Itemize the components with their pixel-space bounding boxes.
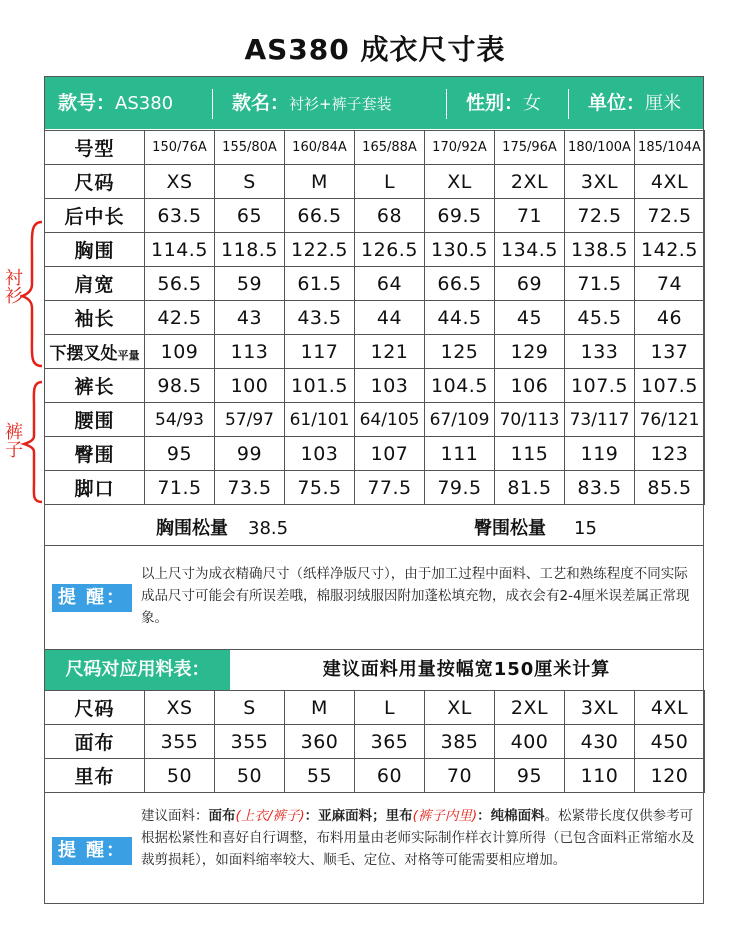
table-cell: 117 xyxy=(285,335,355,369)
table-cell: 115 xyxy=(495,437,565,471)
row-label: 后中长 xyxy=(45,199,145,233)
header-divider xyxy=(568,89,569,119)
table-cell: 104.5 xyxy=(425,369,495,403)
shirt-side-label xyxy=(4,270,24,306)
pants-bracket xyxy=(24,382,42,502)
table-cell: 66.5 xyxy=(285,199,355,233)
model-row xyxy=(45,131,705,165)
table-cell: 56.5 xyxy=(145,267,215,301)
size-cell: 3XL xyxy=(565,165,635,199)
table-cell: 142.5 xyxy=(635,233,705,267)
table-cell: 118.5 xyxy=(215,233,285,267)
fabric-section-label: 尺码对应用料表： xyxy=(45,650,230,690)
table-row xyxy=(45,471,705,505)
table-cell: 57/97 xyxy=(215,403,285,437)
note2-lining-scope: (裤子内里) xyxy=(412,808,478,824)
table-cell: 134.5 xyxy=(495,233,565,267)
style-name-value: 衬衫+裤子套装 xyxy=(289,95,392,113)
table-cell: 60 xyxy=(355,759,425,793)
size-cell: XL xyxy=(425,165,495,199)
size-cell: S xyxy=(215,165,285,199)
table-cell: 43.5 xyxy=(285,301,355,335)
note2-part: 建议面料： xyxy=(141,808,209,824)
table-cell: 79.5 xyxy=(425,471,495,505)
note2-lining-fabric: ：纯棉面料 xyxy=(477,808,545,824)
table-cell: 77.5 xyxy=(355,471,425,505)
table-cell: 65 xyxy=(215,199,285,233)
table-cell: 63.5 xyxy=(145,199,215,233)
style-name xyxy=(232,77,392,129)
table-cell: 64 xyxy=(355,267,425,301)
hip-ease-label: 臀围松量 xyxy=(474,518,546,539)
row-label: 腰围 xyxy=(45,403,145,437)
table-row xyxy=(45,403,705,437)
note2-face-label: 面布 xyxy=(208,808,236,824)
table-cell: 103 xyxy=(285,437,355,471)
table-cell: 450 xyxy=(635,725,705,759)
hip-ease-value: 15 xyxy=(574,518,597,539)
table-cell: 99 xyxy=(215,437,285,471)
table-cell: 55 xyxy=(285,759,355,793)
size-cell: M xyxy=(285,691,355,725)
table-cell: 46 xyxy=(635,301,705,335)
side-label-char: 裤 xyxy=(5,422,23,443)
table-cell: 106 xyxy=(495,369,565,403)
size-cell: 3XL xyxy=(565,691,635,725)
table-cell: 133 xyxy=(565,335,635,369)
table-cell: 71.5 xyxy=(565,267,635,301)
header-divider xyxy=(446,89,447,119)
table-row xyxy=(45,369,705,403)
table-cell: 61.5 xyxy=(285,267,355,301)
size-cell: 2XL xyxy=(495,165,565,199)
pants-side-label xyxy=(4,424,24,460)
table-cell: 81.5 xyxy=(495,471,565,505)
size-cell: 4XL xyxy=(635,165,705,199)
table-cell: 42.5 xyxy=(145,301,215,335)
table-cell: 85.5 xyxy=(635,471,705,505)
row-label: 裤长 xyxy=(45,369,145,403)
table-cell: 44.5 xyxy=(425,301,495,335)
table-cell: 72.5 xyxy=(565,199,635,233)
table-cell: 59 xyxy=(215,267,285,301)
row-label: 袖长 xyxy=(45,301,145,335)
table-cell: 129 xyxy=(495,335,565,369)
size-cell: XL xyxy=(425,691,495,725)
size-cell: M xyxy=(285,165,355,199)
table-cell: 71 xyxy=(495,199,565,233)
size-cell: 4XL xyxy=(635,691,705,725)
table-cell: 119 xyxy=(565,437,635,471)
table-cell: 98.5 xyxy=(145,369,215,403)
table-cell: 83.5 xyxy=(565,471,635,505)
side-label-char: 衫 xyxy=(5,286,23,307)
unit xyxy=(588,77,681,129)
size-cell: XS xyxy=(145,691,215,725)
table-row xyxy=(45,233,705,267)
size-row xyxy=(45,165,705,199)
note-text-2 xyxy=(141,805,697,871)
header-divider xyxy=(212,89,213,119)
bracket-graphic xyxy=(20,216,44,506)
style-name-label: 款名： xyxy=(232,92,290,114)
table-cell: 138.5 xyxy=(565,233,635,267)
table-cell: 64/105 xyxy=(355,403,425,437)
table-cell: 355 xyxy=(215,725,285,759)
table-cell: 120 xyxy=(635,759,705,793)
table-cell: 122.5 xyxy=(285,233,355,267)
row-label-main: 下摆叉处 xyxy=(49,344,118,364)
table-row xyxy=(45,199,705,233)
row-label-suffix: 平量 xyxy=(117,349,140,362)
table-cell: 45.5 xyxy=(565,301,635,335)
tip-badge-2: 提 醒： xyxy=(52,837,132,865)
table-cell: 70 xyxy=(425,759,495,793)
table-cell: 101.5 xyxy=(285,369,355,403)
table-cell: 123 xyxy=(635,437,705,471)
table-row xyxy=(45,437,705,471)
table-cell: 107 xyxy=(355,437,425,471)
row-label: 肩宽 xyxy=(45,267,145,301)
size-cell: XS xyxy=(145,165,215,199)
style-number xyxy=(58,77,173,129)
row-label: 胸围 xyxy=(45,233,145,267)
table-cell: 76/121 xyxy=(635,403,705,437)
table-row xyxy=(45,301,705,335)
table-cell: 73.5 xyxy=(215,471,285,505)
model-cell: 180/100A xyxy=(565,131,635,165)
table-cell: 72.5 xyxy=(635,199,705,233)
model-cell: 165/88A xyxy=(355,131,425,165)
row-label: 面布 xyxy=(45,725,145,759)
row-label: 号型 xyxy=(45,131,145,165)
table-cell: 68 xyxy=(355,199,425,233)
row-label: 臀围 xyxy=(45,437,145,471)
table-cell: 70/113 xyxy=(495,403,565,437)
note2-face-fabric: ：亚麻面料； xyxy=(304,808,386,824)
fabric-section-title: 建议面料用量按幅宽150厘米计算 xyxy=(322,659,611,680)
table-cell: 69 xyxy=(495,267,565,301)
gender xyxy=(466,77,541,129)
table-cell: 45 xyxy=(495,301,565,335)
row-label: 脚口 xyxy=(45,471,145,505)
unit-label: 单位： xyxy=(588,92,646,114)
fabric-table xyxy=(44,690,705,793)
row-label: 里布 xyxy=(45,759,145,793)
model-cell: 175/96A xyxy=(495,131,565,165)
model-cell: 160/84A xyxy=(285,131,355,165)
table-cell: 54/93 xyxy=(145,403,215,437)
fabric-row xyxy=(45,725,705,759)
fabric-row xyxy=(45,759,705,793)
chest-ease-label: 胸围松量 xyxy=(156,518,228,539)
gender-label: 性别： xyxy=(466,92,524,114)
size-cell: L xyxy=(355,691,425,725)
style-number-value: AS380 xyxy=(115,93,174,114)
size-cell: 2XL xyxy=(495,691,565,725)
table-cell: 66.5 xyxy=(425,267,495,301)
table-cell: 95 xyxy=(495,759,565,793)
side-label-char: 衬 xyxy=(5,268,23,289)
table-cell: 111 xyxy=(425,437,495,471)
table-cell: 113 xyxy=(215,335,285,369)
note2-face-scope: (上衣/裤子) xyxy=(235,808,305,824)
style-number-label: 款号： xyxy=(58,92,116,114)
table-cell: 125 xyxy=(425,335,495,369)
shirt-bracket xyxy=(22,222,42,366)
note2-lining-label: 里布 xyxy=(385,808,413,824)
table-cell: 75.5 xyxy=(285,471,355,505)
table-cell: 121 xyxy=(355,335,425,369)
table-cell: 61/101 xyxy=(285,403,355,437)
table-cell: 50 xyxy=(145,759,215,793)
table-cell: 50 xyxy=(215,759,285,793)
side-label-char: 子 xyxy=(5,440,23,461)
table-cell: 103 xyxy=(355,369,425,403)
table-cell: 355 xyxy=(145,725,215,759)
table-cell: 385 xyxy=(425,725,495,759)
table-cell: 137 xyxy=(635,335,705,369)
table-cell: 130.5 xyxy=(425,233,495,267)
table-row xyxy=(45,267,705,301)
table-cell: 100 xyxy=(215,369,285,403)
size-table xyxy=(44,130,705,505)
table-cell: 400 xyxy=(495,725,565,759)
table-cell: 44 xyxy=(355,301,425,335)
unit-value: 厘米 xyxy=(645,93,682,114)
table-cell: 430 xyxy=(565,725,635,759)
table-cell: 73/117 xyxy=(565,403,635,437)
ease-row xyxy=(45,513,703,546)
table-cell: 43 xyxy=(215,301,285,335)
table-cell: 69.5 xyxy=(425,199,495,233)
row-label: 尺码 xyxy=(45,165,145,199)
table-cell: 114.5 xyxy=(145,233,215,267)
table-cell: 109 xyxy=(145,335,215,369)
page-title: AS380 成衣尺寸表 xyxy=(244,33,506,66)
table-cell: 95 xyxy=(145,437,215,471)
table-cell: 74 xyxy=(635,267,705,301)
table-cell: 107.5 xyxy=(635,369,705,403)
note2-rest: 。松紧带长度仅供参考可根据松紧性和喜好自行调整，布料用量由老师实际制作样衣计算所得（已包含面料正常缩水及裁剪损耗），如面料缩率较大、顺毛、定位、对格等可能需要相应增加。 xyxy=(141,808,695,868)
fabric-size-row xyxy=(45,691,705,725)
model-cell: 170/92A xyxy=(425,131,495,165)
table-cell: 126.5 xyxy=(355,233,425,267)
table-row xyxy=(45,335,705,369)
table-cell: 71.5 xyxy=(145,471,215,505)
chest-ease-value: 38.5 xyxy=(248,518,289,539)
model-cell: 150/76A xyxy=(145,131,215,165)
row-label xyxy=(45,335,145,369)
size-cell: S xyxy=(215,691,285,725)
tip-badge-1: 提 醒： xyxy=(52,584,132,612)
size-cell: L xyxy=(355,165,425,199)
note-text-1: 以上尺寸为成衣精确尺寸（纸样净版尺寸），由于加工过程中面料、工艺和熟练程度不同实际成品尺寸可能会有所误差哦，棉服羽绒服因附加蓬松填充物，成衣会有2-4厘米误差属正常现象。 xyxy=(141,566,690,626)
row-label: 尺码 xyxy=(45,691,145,725)
model-cell: 155/80A xyxy=(215,131,285,165)
table-cell: 360 xyxy=(285,725,355,759)
table-cell: 67/109 xyxy=(425,403,495,437)
model-cell: 185/104A xyxy=(635,131,705,165)
table-cell: 110 xyxy=(565,759,635,793)
gender-value: 女 xyxy=(523,93,542,114)
table-cell: 365 xyxy=(355,725,425,759)
table-cell: 107.5 xyxy=(565,369,635,403)
